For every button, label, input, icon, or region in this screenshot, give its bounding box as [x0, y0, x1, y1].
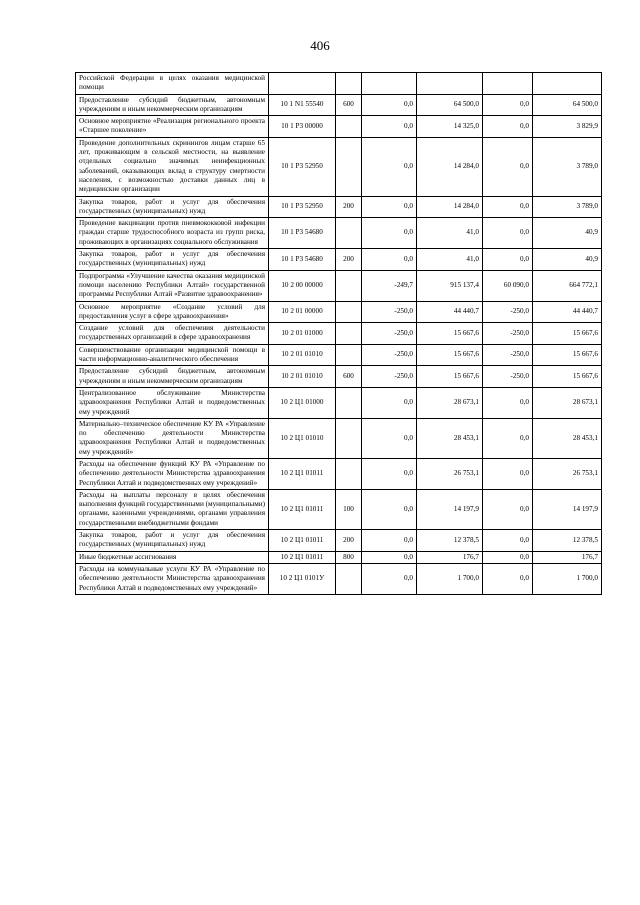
table-row — [76, 249, 602, 271]
row-value-3-cell: 0,0 — [483, 249, 533, 271]
budget-table — [75, 72, 602, 595]
table-row — [76, 301, 602, 323]
row-code-cell: 10 1 P3 52950 — [269, 196, 336, 218]
table-row — [76, 563, 602, 594]
row-name-cell: Основное мероприятие «Создание условий для предоставления услуг в сфере здравоохранения» — [76, 301, 269, 323]
row-name-cell: Расходы на выплаты персоналу в целях обеспечения выполнения функций государственными (муниципальными) органами, казенными учреждениями, органами управления государственными внебюджетными фондами — [76, 489, 269, 529]
row-value-4-cell: 3 789,0 — [533, 137, 602, 196]
table-row — [76, 270, 602, 301]
row-value-1-cell: 0,0 — [362, 196, 417, 218]
row-expense-type-cell — [336, 301, 362, 323]
row-value-3-cell: 0,0 — [483, 196, 533, 218]
row-expense-type-cell — [336, 563, 362, 594]
row-expense-type-cell — [336, 418, 362, 458]
row-expense-type-cell: 200 — [336, 249, 362, 271]
row-value-2-cell: 15 667,6 — [417, 344, 483, 366]
row-value-1-cell: 0,0 — [362, 551, 417, 563]
table-row — [76, 387, 602, 418]
row-name-cell: Создание условий для обеспечения деятельности государственных организаций в сфере здравоохранения — [76, 323, 269, 345]
budget-table-body — [76, 73, 602, 595]
row-code-cell: 10 1 N1 55540 — [269, 94, 336, 116]
row-value-4-cell: 26 753,1 — [533, 458, 602, 489]
row-value-1-cell — [362, 73, 417, 95]
row-value-1-cell: -250,0 — [362, 323, 417, 345]
row-code-cell: 10 1 P3 00000 — [269, 116, 336, 138]
table-row — [76, 489, 602, 529]
row-expense-type-cell — [336, 73, 362, 95]
row-value-2-cell: 26 753,1 — [417, 458, 483, 489]
row-value-1-cell: -250,0 — [362, 366, 417, 388]
row-code-cell: 10 2 Ц1 01011 — [269, 458, 336, 489]
row-value-3-cell: 0,0 — [483, 551, 533, 563]
row-expense-type-cell: 200 — [336, 196, 362, 218]
row-expense-type-cell — [336, 137, 362, 196]
row-value-3-cell: 0,0 — [483, 137, 533, 196]
row-name-cell: Закупка товаров, работ и услуг для обеспечения государственных (муниципальных) нужд — [76, 530, 269, 552]
row-value-4-cell: 176,7 — [533, 551, 602, 563]
row-value-1-cell: -250,0 — [362, 344, 417, 366]
row-value-2-cell: 14 325,0 — [417, 116, 483, 138]
row-value-4-cell: 28 673,1 — [533, 387, 602, 418]
row-name-cell: Проведение вакцинации против пневмококковой инфекции граждан старше трудоспособного возраста из групп риска, проживающих в организациях социального обслуживания — [76, 218, 269, 249]
row-value-3-cell: 0,0 — [483, 418, 533, 458]
row-value-1-cell: 0,0 — [362, 94, 417, 116]
row-value-1-cell: 0,0 — [362, 563, 417, 594]
row-code-cell: 10 2 01 01010 — [269, 344, 336, 366]
row-value-4-cell: 40,9 — [533, 249, 602, 271]
row-value-3-cell: 0,0 — [483, 94, 533, 116]
row-code-cell: 10 2 Ц1 01010 — [269, 418, 336, 458]
row-value-3-cell — [483, 73, 533, 95]
row-value-4-cell: 40,9 — [533, 218, 602, 249]
row-value-2-cell: 15 667,6 — [417, 366, 483, 388]
row-name-cell: Подпрограмма «Улучшение качества оказания медицинской помощи населению Республики Алтай» государственной программы Республики Алтай «Развитие здравоохранения» — [76, 270, 269, 301]
row-value-4-cell: 3 789,0 — [533, 196, 602, 218]
table-row — [76, 196, 602, 218]
table-row — [76, 116, 602, 138]
table-row — [76, 94, 602, 116]
table-row — [76, 137, 602, 196]
row-value-3-cell: 60 090,0 — [483, 270, 533, 301]
row-code-cell: 10 2 01 01010 — [269, 366, 336, 388]
row-value-2-cell: 64 500,0 — [417, 94, 483, 116]
row-value-2-cell: 15 667,6 — [417, 323, 483, 345]
table-row — [76, 418, 602, 458]
row-code-cell: 10 2 Ц1 01011 — [269, 489, 336, 529]
row-expense-type-cell — [336, 344, 362, 366]
row-value-4-cell: 1 700,0 — [533, 563, 602, 594]
row-code-cell: 10 1 P3 54680 — [269, 218, 336, 249]
row-value-3-cell: 0,0 — [483, 530, 533, 552]
row-code-cell: 10 2 Ц1 01000 — [269, 387, 336, 418]
row-value-3-cell: 0,0 — [483, 116, 533, 138]
row-expense-type-cell: 600 — [336, 94, 362, 116]
row-value-1-cell: -249,7 — [362, 270, 417, 301]
row-value-3-cell: -250,0 — [483, 366, 533, 388]
row-name-cell: Материально–техническое обеспечение КУ РА «Управление по обеспечению деятельности Министерства здравоохранения Республики Алтай и подведомственных ему учреждений» — [76, 418, 269, 458]
row-code-cell: 10 2 Ц1 0101У — [269, 563, 336, 594]
row-value-4-cell: 28 453,1 — [533, 418, 602, 458]
row-value-1-cell: 0,0 — [362, 489, 417, 529]
row-value-2-cell: 41,0 — [417, 249, 483, 271]
row-code-cell — [269, 73, 336, 95]
row-value-2-cell: 14 197,9 — [417, 489, 483, 529]
row-expense-type-cell — [336, 458, 362, 489]
row-code-cell: 10 2 01 01000 — [269, 323, 336, 345]
row-name-cell: Совершенствование организации медицинской помощи в части информационно-аналитического обеспечения — [76, 344, 269, 366]
row-expense-type-cell — [336, 387, 362, 418]
row-value-1-cell: -250,0 — [362, 301, 417, 323]
row-value-3-cell: -250,0 — [483, 301, 533, 323]
row-name-cell: Проведение дополнительных скринингов лицам старше 65 лет, проживающим в сельской местности, на выявление отдельных социально значимых неинфекционных заболеваний, оказывающих вклад в структуру смертности населения, с возможностью доставки данных лиц в медицинские организации — [76, 137, 269, 196]
row-expense-type-cell: 800 — [336, 551, 362, 563]
table-row — [76, 366, 602, 388]
row-name-cell: Предоставление субсидий бюджетным, автономным учреждениям и иным некоммерческим организациям — [76, 94, 269, 116]
row-code-cell: 10 2 01 00000 — [269, 301, 336, 323]
table-row — [76, 73, 602, 95]
row-value-1-cell: 0,0 — [362, 387, 417, 418]
row-value-2-cell — [417, 73, 483, 95]
row-code-cell: 10 1 P3 52950 — [269, 137, 336, 196]
row-value-2-cell: 28 453,1 — [417, 418, 483, 458]
page-number: 406 — [310, 38, 330, 53]
row-value-4-cell: 3 829,9 — [533, 116, 602, 138]
row-value-3-cell: 0,0 — [483, 489, 533, 529]
table-row — [76, 530, 602, 552]
row-value-4-cell: 15 667,6 — [533, 344, 602, 366]
row-value-4-cell: 12 378,5 — [533, 530, 602, 552]
row-value-4-cell: 15 667,6 — [533, 366, 602, 388]
row-value-3-cell: 0,0 — [483, 218, 533, 249]
row-value-2-cell: 1 700,0 — [417, 563, 483, 594]
row-code-cell: 10 2 Ц1 01011 — [269, 530, 336, 552]
row-value-4-cell — [533, 73, 602, 95]
row-value-1-cell: 0,0 — [362, 530, 417, 552]
row-value-3-cell: -250,0 — [483, 323, 533, 345]
row-value-4-cell: 14 197,9 — [533, 489, 602, 529]
row-value-2-cell: 41,0 — [417, 218, 483, 249]
table-row — [76, 551, 602, 563]
row-name-cell: Закупка товаров, работ и услуг для обеспечения государственных (муниципальных) нужд — [76, 196, 269, 218]
row-value-3-cell: 0,0 — [483, 458, 533, 489]
row-name-cell: Иные бюджетные ассигнования — [76, 551, 269, 563]
row-value-1-cell: 0,0 — [362, 137, 417, 196]
row-value-2-cell: 44 440,7 — [417, 301, 483, 323]
row-value-2-cell: 14 284,0 — [417, 196, 483, 218]
row-code-cell: 10 2 00 00000 — [269, 270, 336, 301]
row-expense-type-cell: 600 — [336, 366, 362, 388]
row-name-cell: Закупка товаров, работ и услуг для обеспечения государственных (муниципальных) нужд — [76, 249, 269, 271]
row-value-2-cell: 12 378,5 — [417, 530, 483, 552]
row-expense-type-cell: 200 — [336, 530, 362, 552]
row-value-1-cell: 0,0 — [362, 418, 417, 458]
row-value-4-cell: 15 667,6 — [533, 323, 602, 345]
row-expense-type-cell — [336, 116, 362, 138]
row-name-cell: Расходы на коммунальные услуги КУ РА «Управление по обеспечению деятельности Министерства здравоохранения Республики Алтай и подведомственных ему учреждений» — [76, 563, 269, 594]
row-value-2-cell: 176,7 — [417, 551, 483, 563]
row-name-cell: Централизованное обслуживание Министерства здравоохранения Республики Алтай и подведомственных ему учреждений — [76, 387, 269, 418]
row-value-2-cell: 28 673,1 — [417, 387, 483, 418]
row-name-cell: Российской Федерации в целях оказания медицинской помощи — [76, 73, 269, 95]
row-value-1-cell: 0,0 — [362, 218, 417, 249]
row-value-4-cell: 44 440,7 — [533, 301, 602, 323]
row-value-1-cell: 0,0 — [362, 458, 417, 489]
row-name-cell: Предоставление субсидий бюджетным, автономным учреждениям и иным некоммерческим организациям — [76, 366, 269, 388]
table-row — [76, 458, 602, 489]
row-value-1-cell: 0,0 — [362, 116, 417, 138]
row-expense-type-cell: 100 — [336, 489, 362, 529]
row-code-cell: 10 1 P3 54680 — [269, 249, 336, 271]
row-value-4-cell: 64 500,0 — [533, 94, 602, 116]
row-name-cell: Основное мероприятие «Реализация регионального проекта «Старшее поколение» — [76, 116, 269, 138]
table-row — [76, 323, 602, 345]
row-expense-type-cell — [336, 218, 362, 249]
row-value-2-cell: 14 284,0 — [417, 137, 483, 196]
row-value-3-cell: 0,0 — [483, 563, 533, 594]
table-row — [76, 344, 602, 366]
row-value-1-cell: 0,0 — [362, 249, 417, 271]
row-expense-type-cell — [336, 323, 362, 345]
row-value-3-cell: 0,0 — [483, 387, 533, 418]
row-value-3-cell: -250,0 — [483, 344, 533, 366]
row-value-2-cell: 915 137,4 — [417, 270, 483, 301]
row-value-4-cell: 664 772,1 — [533, 270, 602, 301]
row-code-cell: 10 2 Ц1 01011 — [269, 551, 336, 563]
row-name-cell: Расходы на обеспечение функций КУ РА «Управление по обеспечению деятельности Министерства здравоохранения Республики Алтай и подведомственных ему учреждений» — [76, 458, 269, 489]
table-row — [76, 218, 602, 249]
row-expense-type-cell — [336, 270, 362, 301]
